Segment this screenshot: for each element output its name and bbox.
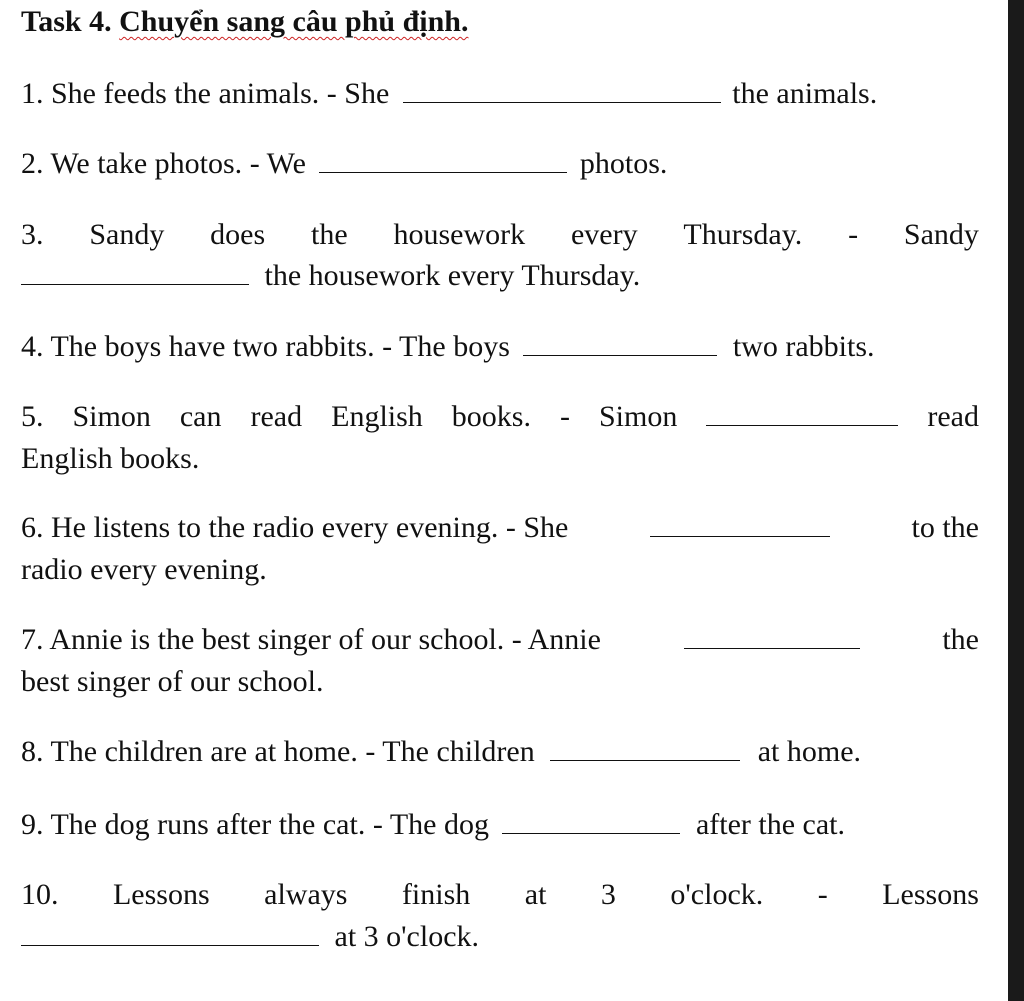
exercise-item-5: 5. Simon can read English books. - Simon read	[21, 397, 979, 437]
answer-blank-5[interactable]	[706, 397, 898, 426]
exercise-item-9: 9. The dog runs after the cat. - The dog after the cat.	[21, 805, 845, 845]
exercise-item-3: 3. Sandy does the housework every Thursday. - Sandy	[21, 218, 979, 251]
answer-blank-10[interactable]	[21, 917, 319, 946]
exercise-item-3-cont: the housework every Thursday.	[21, 256, 640, 296]
exercise-item-4: 4. The boys have two rabbits. - The boys two rabbits.	[21, 327, 875, 367]
exercise-item-6-cont: radio every evening.	[21, 553, 267, 586]
exercise-item-1: 1. She feeds the animals. - She the animals.	[21, 74, 877, 114]
exercise-item-8: 8. The children are at home. - The children at home.	[21, 732, 861, 772]
task-instruction: Chuyển sang câu phủ định.	[119, 5, 469, 38]
answer-blank-3[interactable]	[21, 256, 249, 285]
exercise-item-7: 7. Annie is the best singer of our school. - Annie the	[21, 620, 979, 660]
exercise-item-6: 6. He listens to the radio every evening. - She to the	[21, 508, 979, 548]
answer-blank-2[interactable]	[319, 144, 567, 173]
answer-blank-1[interactable]	[403, 74, 721, 103]
page-border	[1008, 0, 1024, 1001]
answer-blank-6[interactable]	[650, 508, 830, 537]
exercise-item-5-cont: English books.	[21, 442, 200, 475]
exercise-item-10: 10. Lessons always finish at 3 o'clock. - Lessons	[21, 878, 979, 911]
answer-blank-9[interactable]	[502, 805, 680, 834]
exercise-item-10-cont: at 3 o'clock.	[21, 917, 479, 957]
exercise-item-7-cont: best singer of our school.	[21, 665, 324, 698]
task-number: Task 4.	[21, 5, 112, 38]
answer-blank-7[interactable]	[684, 620, 860, 649]
task-title	[21, 2, 468, 42]
answer-blank-8[interactable]	[550, 732, 740, 761]
answer-blank-4[interactable]	[523, 327, 717, 356]
exercise-item-2: 2. We take photos. - We photos.	[21, 144, 667, 184]
